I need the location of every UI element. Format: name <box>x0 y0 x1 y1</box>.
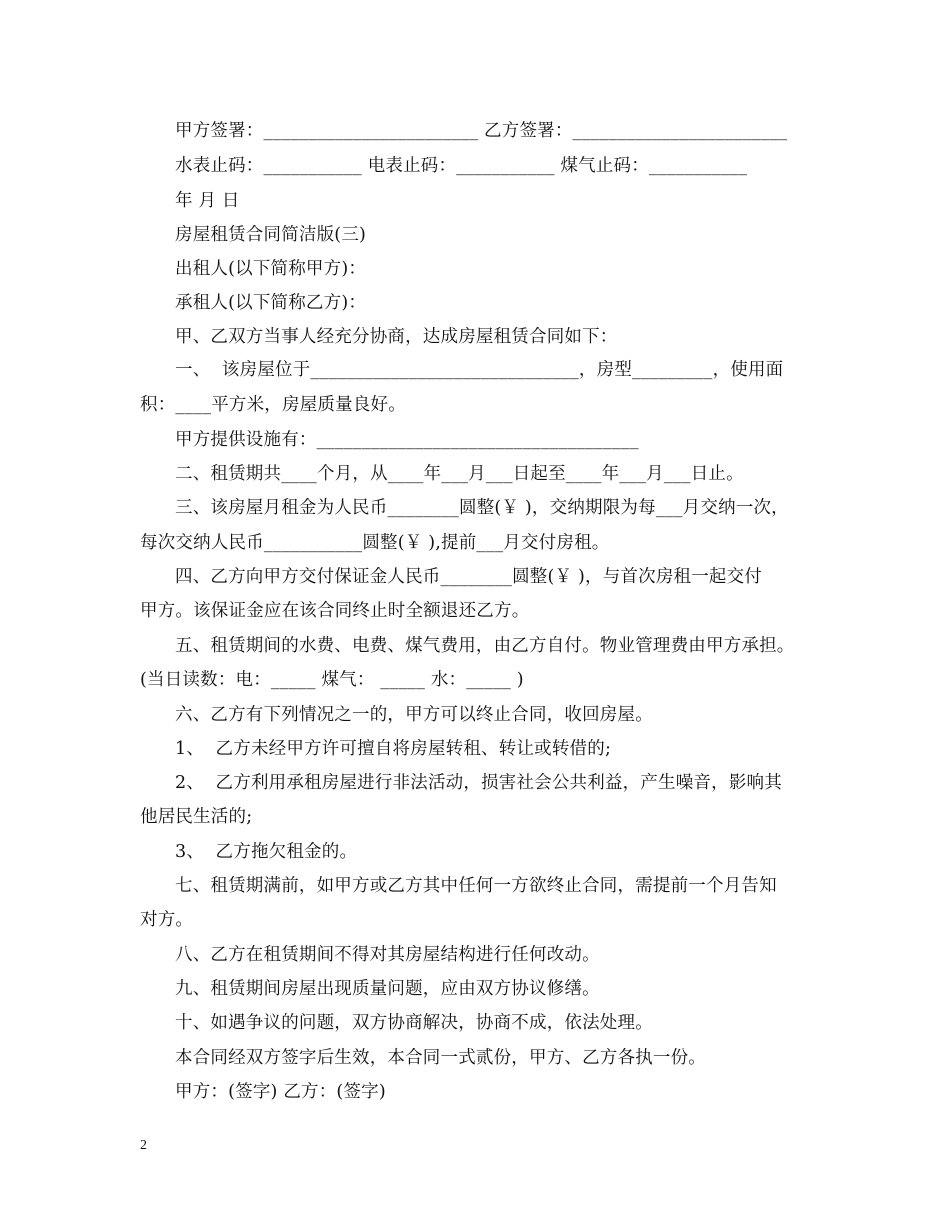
clause-6: 六、乙方有下列情况之一的，甲方可以终止合同，收回房屋。 <box>175 705 653 725</box>
facilities-line: 甲方提供设施有：____________________________________ <box>175 430 639 450</box>
date-line: 年 月 日 <box>175 191 240 211</box>
clause-3-line-2: 每次交纳人民币___________圆整(￥ ),提前___月交付房租。 <box>140 533 610 553</box>
meter-readings-line: 水表止码：___________ 电表止码：___________ 煤气止码：___________ <box>175 156 748 176</box>
clause-6-item-2-line-1: 2、 乙方利用承租房屋进行非法活动，损害社会公共利益，产生噪音，影响其 <box>175 773 782 793</box>
contract-title: 房屋租赁合同简洁版(三) <box>175 225 367 245</box>
agreement-intro: 甲、乙双方当事人经充分协商，达成房屋租赁合同如下： <box>175 327 618 347</box>
clause-4-line-1: 四、乙方向甲方交付保证金人民币________圆整(￥ )，与首次房租一起交付 <box>175 567 763 587</box>
clause-8: 八、乙方在租赁期间不得对其房屋结构进行任何改动。 <box>175 945 600 965</box>
clause-7-line-2: 对方。 <box>140 910 194 930</box>
page-number: 2 <box>140 1138 147 1153</box>
clause-6-item-2-line-2: 他居民生活的; <box>140 807 253 827</box>
clause-1-line-2: 积：____平方米，房屋质量良好。 <box>140 395 406 415</box>
clause-5-line-2: (当日读数：电：_____ 煤气： _____ 水：_____ ) <box>140 670 524 690</box>
clause-10: 十、如遇争议的问题，双方协商解决，协商不成，依法处理。 <box>175 1013 653 1033</box>
clause-5-line-1: 五、租赁期间的水费、电费、煤气费用，由乙方自付。物业管理费由甲方承担。 <box>175 636 795 656</box>
lessor-line: 出租人(以下简称甲方)： <box>175 259 367 279</box>
clause-6-item-3: 3、 乙方拖欠租金的。 <box>175 842 358 862</box>
lessee-line: 承租人(以下简称乙方)： <box>175 293 367 313</box>
clause-1-line-1: 一、 该房屋位于______________________________，房型_________，使用面 <box>175 360 784 380</box>
clause-4-line-2: 甲方。该保证金应在该合同终止时全额退还乙方。 <box>140 601 530 621</box>
final-signature-line: 甲方：(签字) 乙方：(签字) <box>175 1082 386 1102</box>
signature-line: 甲方签署：________________________ 乙方签署：________________________ <box>175 121 788 141</box>
clause-7-line-1: 七、租赁期满前，如甲方或乙方其中任何一方欲终止合同，需提前一个月告知 <box>175 876 777 896</box>
clause-2: 二、租赁期共____个月，从____年___月___日起至____年___月___日止。 <box>175 464 744 484</box>
clause-9: 九、租赁期间房屋出现质量问题，应由双方协议修缮。 <box>175 979 600 999</box>
clause-6-item-1: 1、 乙方未经甲方许可擅自将房屋转租、转让或转借的; <box>175 739 612 759</box>
effectiveness-line: 本合同经双方签字后生效，本合同一式贰份，甲方、乙方各执一份。 <box>175 1048 706 1068</box>
clause-3-line-1: 三、该房屋月租金为人民币________圆整(￥ )，交纳期限为每___月交纳一次， <box>175 498 789 518</box>
